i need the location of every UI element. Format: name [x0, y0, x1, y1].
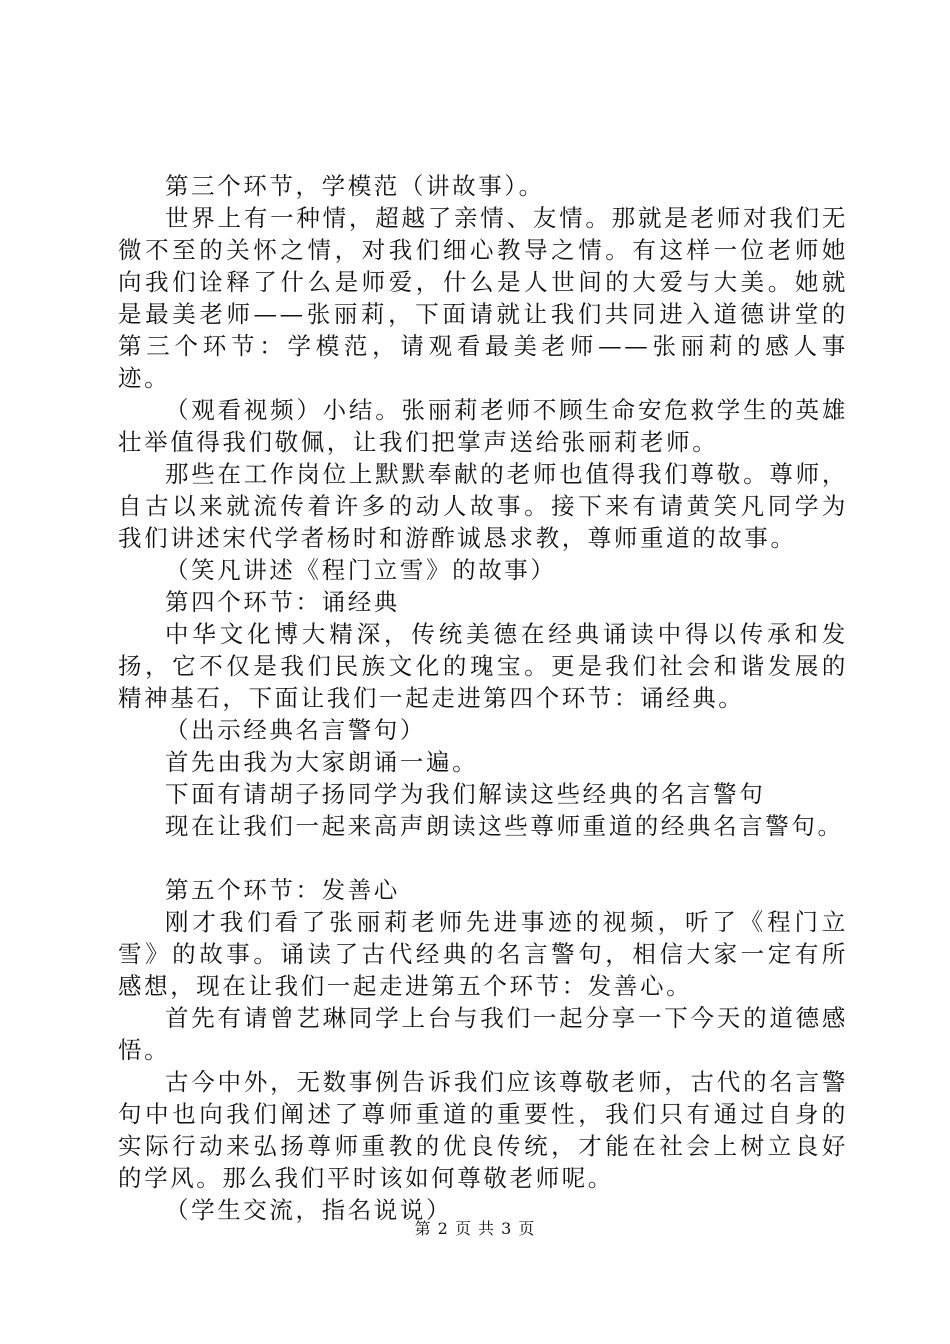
paragraph-video-summary: （观看视频）小结。张丽莉老师不顾生命安危救学生的英雄壮举值得我们敬佩，让我们把掌声送给张丽莉老师。 [118, 396, 848, 456]
paragraph-explain-quotes: 下面有请胡子扬同学为我们解读这些经典的名言警句 [165, 780, 766, 808]
paragraph-section-three-heading: 第三个环节，学模范（讲故事）。 [165, 172, 545, 200]
paragraph-spacer [118, 842, 848, 874]
paragraph-student-exchange: （学生交流，指名说说） [165, 1196, 453, 1224]
paragraph-share-insight: 首先有请曾艺琳同学上台与我们一起分享一下今天的道德感悟。 [118, 1004, 848, 1064]
paragraph-section-four-heading: 第四个环节：诵经典 [165, 588, 400, 616]
paragraph-read-aloud: 现在让我们一起来高声朗读这些尊师重道的经典名言警句。 [165, 812, 844, 840]
paragraph-respect-teachers: 那些在工作岗位上默默奉献的老师也值得我们尊敬。尊师，自古以来就流传着许多的动人故事。接下来有请黄笑凡同学为我们讲述宋代学者杨时和游酢诚恳求教，尊师重道的故事。 [118, 460, 848, 552]
paragraph-recite-first: 首先由我为大家朗诵一遍。 [165, 748, 479, 776]
page-number-footer: 第 2 页 共 3 页 [414, 1219, 536, 1238]
paragraph-classics-intro: 中华文化博大精深，传统美德在经典诵读中得以传承和发扬，它不仅是我们民族文化的瑰宝。更是我们社会和谐发展的精神基石，下面让我们一起走进第四个环节：诵经典。 [118, 620, 848, 712]
paragraph-reflection-intro: 刚才我们看了张丽莉老师先进事迹的视频，听了《程门立雪》的故事。诵读了古代经典的名言警句，相信大家一定有所感想，现在让我们一起走进第五个环节：发善心。 [118, 908, 848, 1000]
paragraph-section-five-heading: 第五个环节：发善心 [165, 876, 400, 904]
paragraph-quotes-note: （出示经典名言警句） [165, 716, 426, 744]
paragraph-respect-importance: 古今中外，无数事例告诉我们应该尊敬老师，古代的名言警句中也向我们阐述了尊师重道的重要性，我们只有通过自身的实际行动来弘扬尊师重教的优良传统，才能在社会上树立良好的学风。那么我们平时该如何尊敬老师呢。 [118, 1068, 848, 1192]
paragraph-story-note: （笑凡讲述《程门立雪》的故事） [165, 556, 557, 584]
paragraph-teacher-love: 世界上有一种情，超越了亲情、友情。那就是老师对我们无微不至的关怀之情，对我们细心教导之情。有这样一位老师她向我们诠释了什么是师爱，什么是人世间的大爱与大美。她就是最美老师——张丽莉，下面请就让我们共同进入道德讲堂的第三个环节：学模范，请观看最美老师——张丽莉的感人事迹。 [118, 204, 848, 392]
document-body [118, 170, 848, 1226]
